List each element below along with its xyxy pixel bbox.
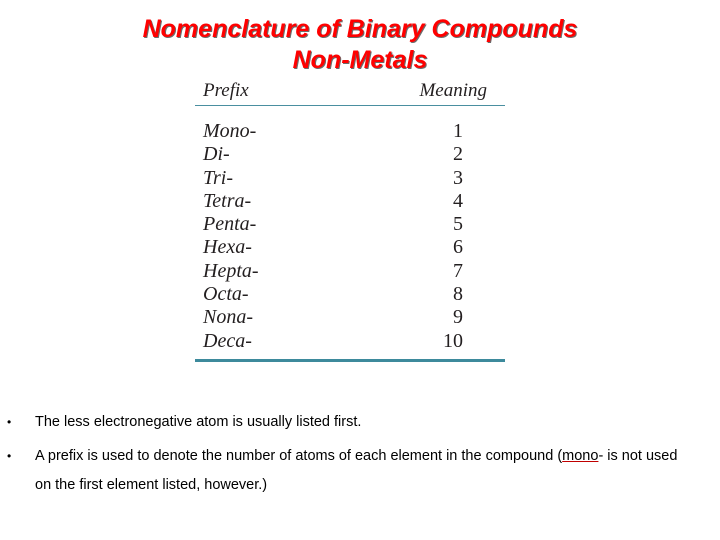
table-body (195, 106, 505, 362)
prefix-cell: Deca- (203, 329, 252, 352)
page-title (0, 14, 720, 76)
table-row (195, 260, 505, 283)
title-line-2: Non-Metals (292, 46, 428, 74)
table-row (195, 120, 505, 143)
meaning-cell: 5 (453, 213, 463, 236)
bullet-list (0, 408, 720, 500)
bullet-dot-icon: • (7, 449, 12, 463)
table-row (195, 143, 505, 166)
bullet-item (0, 408, 720, 437)
bullet-text: The less electronegative atom is usually listed first. (35, 414, 362, 430)
bullet-underlined-word: mono (562, 448, 599, 464)
table-row (195, 306, 505, 329)
table-row (195, 213, 505, 236)
header-meaning: Meaning (419, 80, 487, 101)
meaning-cell: 8 (453, 283, 463, 306)
meaning-cell: 7 (453, 259, 463, 282)
table-row (195, 167, 505, 190)
prefix-cell: Hexa- (203, 236, 252, 259)
table-row (195, 190, 505, 213)
prefix-cell: Hepta- (203, 259, 259, 282)
bullet-text-start: A prefix is used to denote the number of atoms of each element in the compound ( (35, 448, 563, 464)
meaning-cell: 4 (453, 189, 463, 212)
bullet-text-end: - is not used on the first element listed, however.) (35, 448, 678, 493)
meaning-cell: 1 (453, 120, 463, 142)
header-prefix: Prefix (203, 80, 249, 101)
prefix-cell: Octa- (203, 283, 249, 306)
meaning-cell: 3 (453, 166, 463, 189)
table-row (195, 283, 505, 306)
prefix-cell: Penta- (203, 213, 257, 236)
title-line-1: Nomenclature of Binary Compounds (142, 15, 578, 43)
table-row (195, 330, 505, 353)
meaning-cell: 9 (453, 306, 463, 329)
prefix-cell: Di- (203, 143, 230, 166)
meaning-cell: 10 (443, 329, 463, 352)
prefix-table (195, 78, 505, 362)
prefix-cell: Tetra- (203, 189, 252, 212)
prefix-cell: Tri- (203, 166, 234, 189)
table-header (195, 78, 505, 106)
prefix-cell: Nona- (203, 306, 253, 329)
table-row (195, 236, 505, 259)
bullet-item (0, 442, 720, 500)
prefix-cell: Mono- (203, 120, 257, 142)
bullet-dot-icon: • (7, 415, 12, 429)
meaning-cell: 2 (453, 143, 463, 166)
meaning-cell: 6 (453, 236, 463, 259)
